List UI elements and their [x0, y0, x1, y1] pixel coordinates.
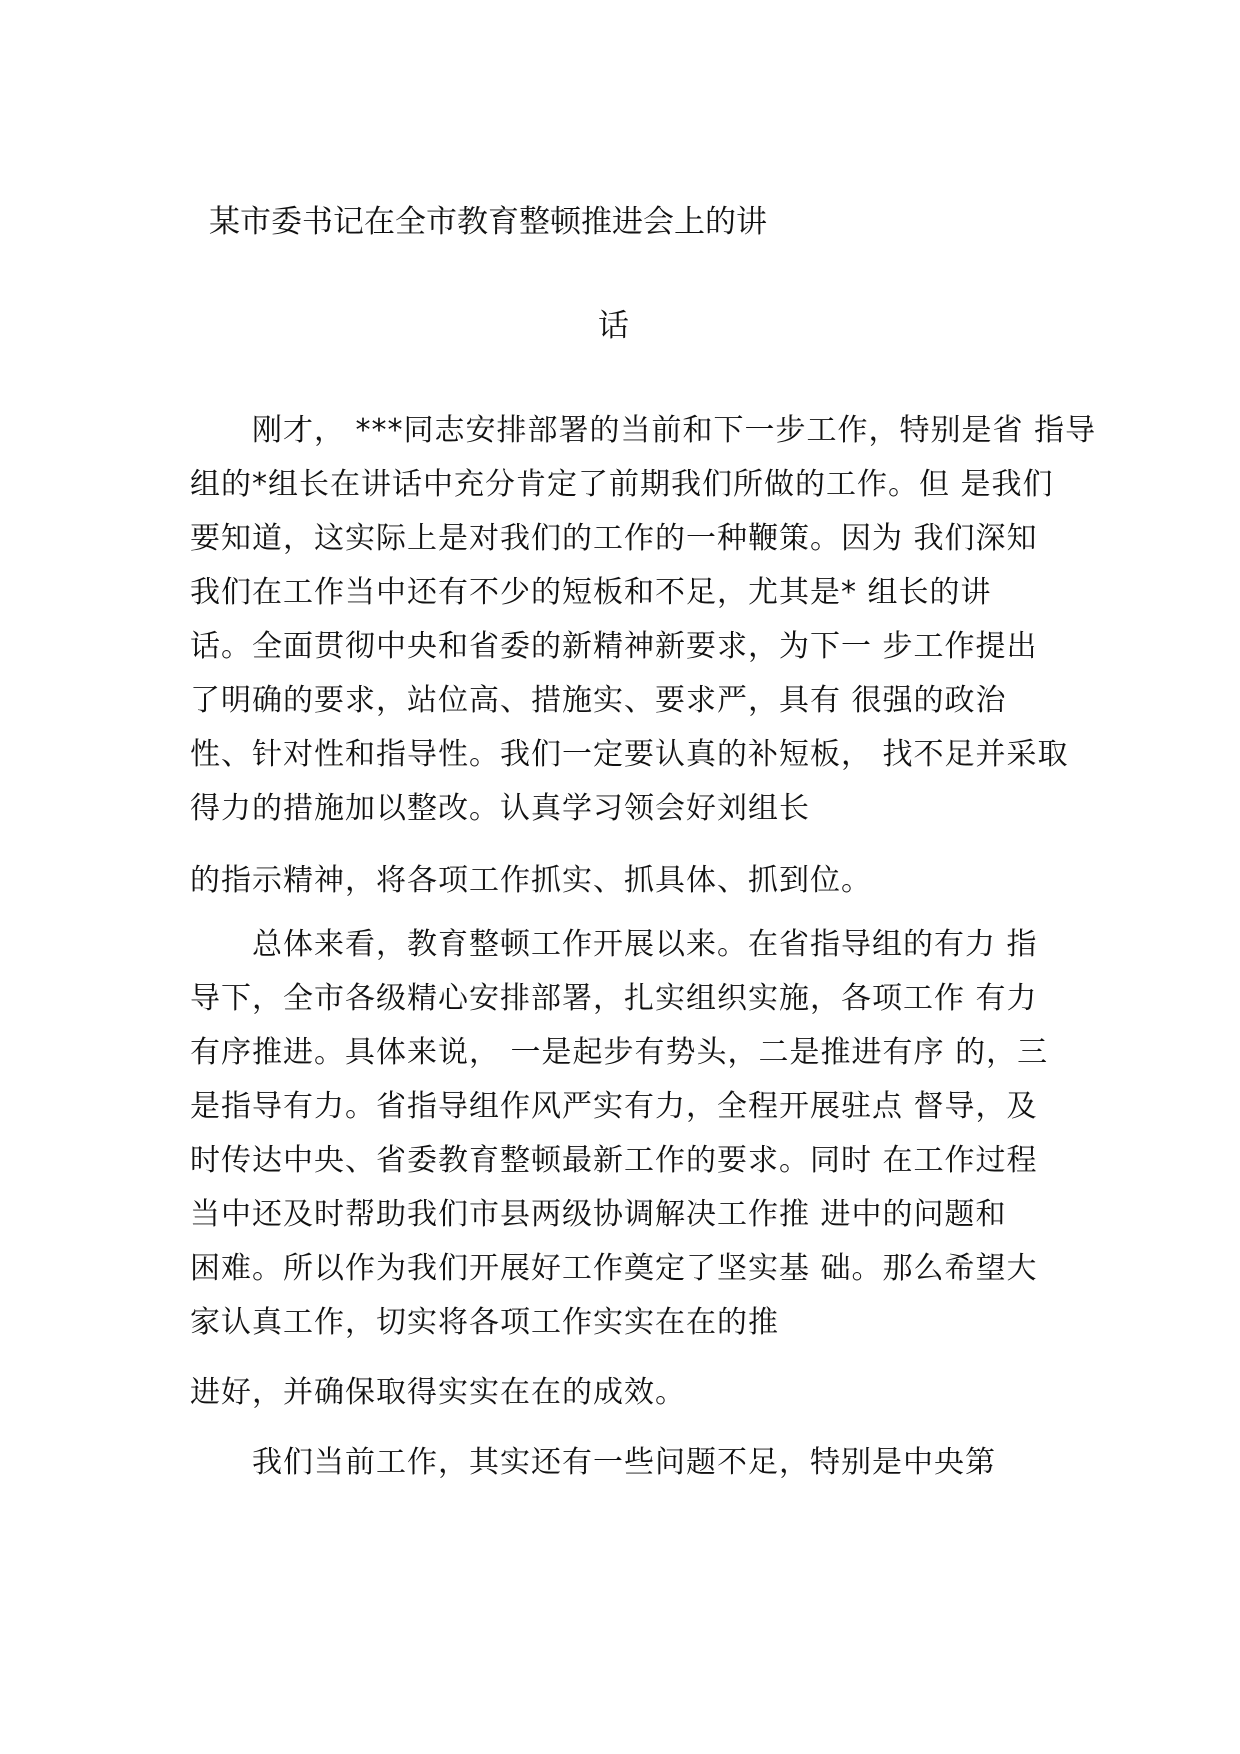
body-text-line: 我们在工作当中还有不少的短板和不足，尤其是* 组长的讲	[190, 575, 992, 610]
body-text-line: 要知道，这实际上是对我们的工作的一种鞭策。因为 我们深知	[190, 521, 1038, 556]
body-text-line: 了明确的要求，站位高、措施实、要求严，具有 很强的政治	[190, 683, 1007, 718]
body-text-line: 有序推进。具体来说， 一是起步有势头，二是推进有序 的，三	[190, 1035, 1049, 1070]
body-text-line: 时传达中央、省委教育整顿最新工作的要求。同时 在工作过程	[190, 1143, 1038, 1178]
body-text-line: 组的*组长在讲话中充分肯定了前期我们所做的工作。但 是我们	[190, 467, 1054, 502]
body-text-line: 家认真工作，切实将各项工作实实在在的推	[190, 1305, 779, 1340]
document-title-line-2: 话	[598, 308, 629, 344]
body-text-line: 进好，并确保取得实实在在的成效。	[190, 1375, 686, 1410]
body-text-line: 我们当前工作，其实还有一些问题不足，特别是中央第	[190, 1445, 996, 1480]
body-text-line: 导下，全市各级精心安排部署，扎实组织实施，各项工作 有力	[190, 981, 1038, 1016]
body-text-line: 话。全面贯彻中央和省委的新精神新要求，为下一 步工作提出	[190, 629, 1038, 664]
document-title-line-1: 某市委书记在全市教育整顿推进会上的讲	[209, 204, 767, 240]
body-text-line: 的指示精神，将各项工作抓实、抓具体、抓到位。	[190, 863, 872, 898]
body-text-line: 当中还及时帮助我们市县两级协调解决工作推 进中的问题和	[190, 1197, 1007, 1232]
body-text-line: 刚才， ***同志安排部署的当前和下一步工作，特别是省 指导	[190, 413, 1097, 448]
body-text-line: 困难。所以作为我们开展好工作奠定了坚实基 础。那么希望大	[190, 1251, 1038, 1286]
body-text-line: 是指导有力。省指导组作风严实有力，全程开展驻点 督导，及	[190, 1089, 1038, 1124]
body-text-line: 性、针对性和指导性。我们一定要认真的补短板， 找不足并采取	[190, 737, 1069, 772]
body-text-line: 总体来看，教育整顿工作开展以来。在省指导组的有力 指	[190, 927, 1038, 962]
body-text-line: 得力的措施加以整改。认真学习领会好刘组长	[190, 791, 810, 826]
